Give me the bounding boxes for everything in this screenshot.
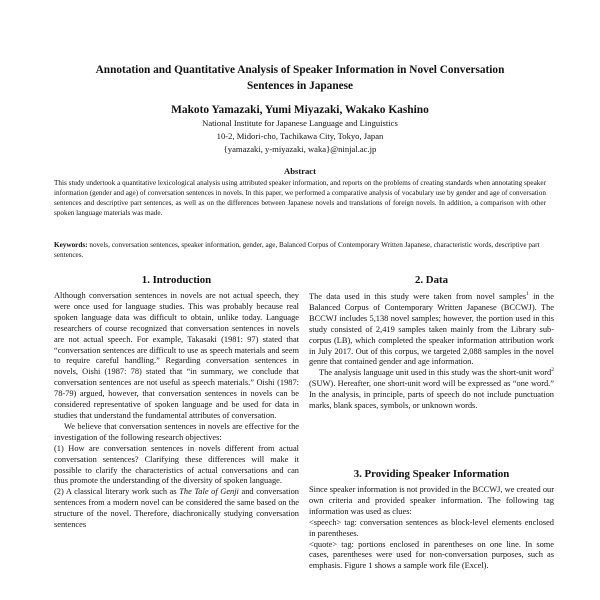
data-p1-pre: The data used in this study were taken from novel samples bbox=[309, 292, 527, 301]
keywords bbox=[54, 240, 546, 260]
section-heading-data: 2. Data bbox=[415, 274, 448, 286]
data-paragraph-1 bbox=[309, 292, 554, 368]
speaker-information-column bbox=[309, 485, 554, 572]
section-heading-speaker-information: 3. Providing Speaker Information bbox=[353, 468, 510, 480]
footnote-marker-1: 1 bbox=[526, 291, 529, 298]
abstract-text: This study undertook a quantitative lexicological analysis using attributed speaker information, and reports on the problems of creating standards when annotating speaker information (gender and age) of conversation sentences in novels. In this paper, we performed a comparative analysis of vocabulary use by gender and age of conversation sentences and descriptive part sentences, as well as on the differences between Japanese novels and translations of foreign novels. In addition, a comparison with other spoken language materials was made. bbox=[54, 179, 546, 217]
speaker-paragraph-2: <speech> tag: conversation sentences as block-level elements enclosed in parentheses. bbox=[309, 517, 554, 538]
affiliation-emails: {yamazaki, y-miyazaki, waka}@ninjal.ac.jp bbox=[223, 144, 377, 154]
data-paragraph-2 bbox=[309, 368, 554, 412]
keywords-list: novels, conversation sentences, speaker information, gender, age, Balanced Corpus of Contemporary Written Japanese, characteristic words, descriptive part sentences. bbox=[54, 241, 540, 259]
intro-p4-post: and conversation sentences from a modern novel can be considered the same based on the structure of the novel. Therefore, diachronically studying conversation sentences bbox=[54, 487, 299, 530]
intro-paragraph-2: We believe that conversation sentences in novels are effective for the investigation of the following research objectives: bbox=[54, 421, 299, 442]
data-p2-pre: The analysis language unit used in this study was the short-unit word bbox=[319, 368, 552, 378]
author-list: Makoto Yamazaki, Yumi Miyazaki, Wakako Kashino bbox=[171, 104, 429, 116]
affiliation-institute: National Institute for Japanese Language and Linguistics bbox=[202, 118, 398, 128]
title-line-1: Annotation and Quantitative Analysis of Speaker Information in Novel Conversation bbox=[95, 64, 505, 76]
affiliation-address: 10-2, Midori-cho, Tachikawa City, Tokyo, Japan bbox=[216, 131, 384, 141]
speaker-paragraph-1: Since speaker information is not provided in the BCCWJ, we created our own criteria and provided speaker information. The following tag information was used as clues: bbox=[309, 485, 554, 516]
intro-p4-pre: (2) A classical literary work such as bbox=[54, 487, 180, 497]
paper-title bbox=[60, 62, 540, 94]
speaker-paragraph-3: <quote> tag: portions enclosed in parentheses on one line. In some cases, parentheses were used for non-conversation purposes, such as emphasis. Figure 1 shows a sample work file (Excel). bbox=[309, 539, 554, 571]
intro-paragraph-3: (1) How are conversation sentences in novels different from actual conversation sentences? Clarifying these differences will make it possible to clarify the characteristics of actual conversations and can thus promote the understanding of the diversity of spoken language. bbox=[54, 443, 299, 486]
data-p2-post: (SUW). Hereafter, one short-unit word will be expressed as “one word.” In the analysis, in principle, parts of speech do not include punctuation marks, blank spaces, symbols, or unknown words. bbox=[309, 379, 554, 411]
data-column bbox=[309, 292, 554, 412]
intro-paragraph-1: Although conversation sentences in novels are not actual speech, they were once used for language studies. This was probably because real spoken language data was difficult to obtain, unlike today. Language researchers of course recognized that conversation sentences in novels are not actual speech. For example, Takasaki (1981: 97) stated that “conversation sentences are difficult to use as speech materials and seem to require careful handling.” Regarding conversation sentences in novels, Oishi (1987: 78) stated that “in summary, we conclude that conversation sentences are not useful as speech materials.” Oishi (1987: 78-79) argued, however, that conversation sentences in novels can be considered representative of spoken language and be used for data in studies that understand the fundamental attributes of conversation. bbox=[54, 291, 299, 420]
keywords-label: Keywords: bbox=[54, 241, 88, 249]
intro-p4-title: The Tale of Genji bbox=[179, 487, 239, 497]
section-heading-introduction: 1. Introduction bbox=[141, 274, 212, 286]
title-line-2: Sentences in Japanese bbox=[246, 80, 354, 92]
data-p1-post: in the Balanced Corpus of Contemporary Written Japanese (BCCWJ). The BCCWJ includes 5,138 novel samples; however, the portion used in this study consisted of 2,419 samples taken mainly from the Library sub-corpus (LB), which completed the speaker information attribution work in July 2017. Out of this corpus, we targeted 2,088 samples in the novel genre that contained gender and age information. bbox=[309, 292, 554, 367]
abstract-heading: Abstract bbox=[284, 166, 316, 176]
footnote-marker-2: 2 bbox=[551, 367, 554, 374]
intro-paragraph-4 bbox=[54, 487, 299, 531]
introduction-column bbox=[54, 291, 299, 531]
